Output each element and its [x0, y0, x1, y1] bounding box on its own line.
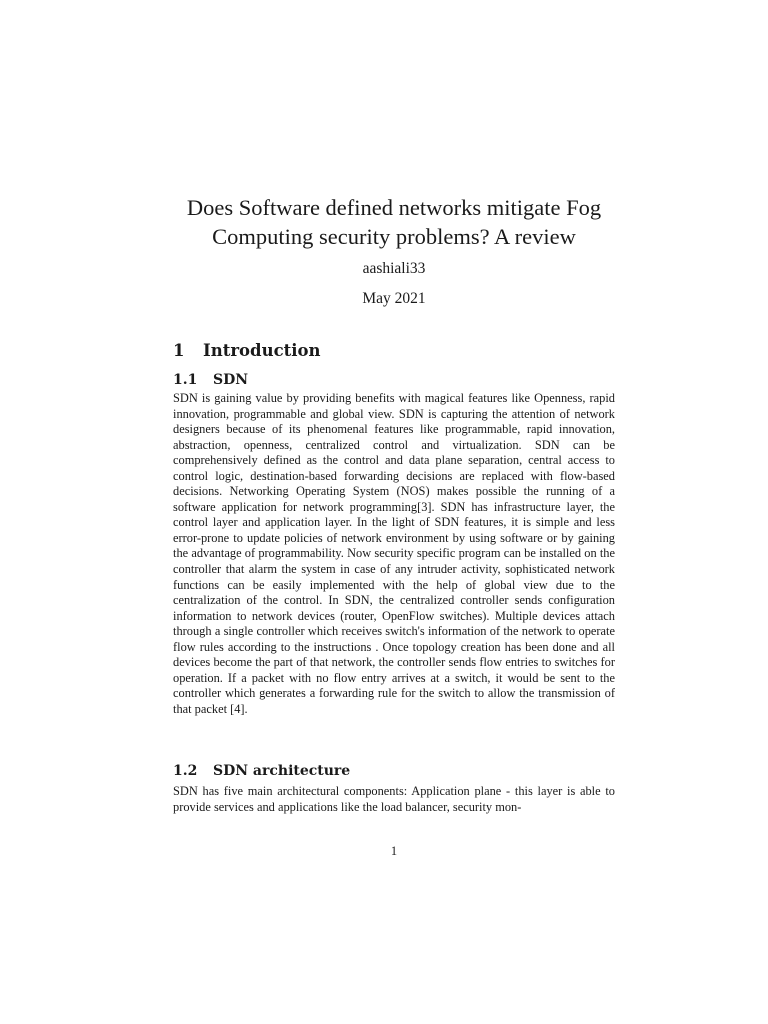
- paper-date: May 2021: [362, 290, 426, 307]
- sdn-architecture-paragraph: SDN has five main architectural components: Application plane - this layer is able to provide services and applications like the load balancer, security mon-: [173, 784, 615, 814]
- paper-author: aashiali33: [362, 260, 426, 277]
- sdn-paragraph: SDN is gaining value by providing benefits with magical features like Openness, rapid innovation, programmable and global view. SDN is capturing the attention of network designers because of its phenomenal features like programmable, rapid innovation, abstraction, openness, centralized control and virtualization. SDN can be comprehensively defined as the control and data plane separation, central access to control logic, destination-based forwarding decisions are replaced with flow-based decisions. Networking Operating System (NOS) makes possible the running of a software application for network programming[3]. SDN has infrastructure layer, the control layer and application layer. In the light of SDN features, it is simple and less error-prone to update policies of network environment by using software or by gaining the advantage of programmability. Now security specific program can be installed on the controller that alarm the system in case of any intruder activity, sophisticated network functions can be easily implemented with the help of global view due to the centralization of the control. In SDN, the centralized controller sends configuration information to network devices (router, OpenFlow switches). Multiple devices attach through a single controller which receives switch's information of the network to operate flow rules according to the instructions . Once topology creation has been done and all devices become the part of that network, the controller sends flow entries to switches for operation. If a packet with no flow entry arrives at a switch, it would be sent to the controller which generates a forwarding rule for the switch to allow the transmission of that packet [4].: [173, 391, 615, 716]
- subsection-heading-sdn-architecture: [173, 763, 350, 779]
- subsection-heading-sdn: [173, 372, 248, 388]
- subsection-title: SDN architecture: [213, 763, 351, 779]
- section-title: Introduction: [203, 341, 321, 360]
- subsection-number: 1.1: [173, 372, 198, 388]
- section-number: 1: [173, 341, 185, 360]
- page-number: 1: [390, 844, 398, 858]
- subsection-title: SDN: [213, 372, 249, 388]
- paper-title: Does Software defined networks mitigate Fog Computing security problems? A review: [186, 195, 602, 249]
- section-heading-introduction: [173, 341, 321, 360]
- subsection-number: 1.2: [173, 763, 198, 779]
